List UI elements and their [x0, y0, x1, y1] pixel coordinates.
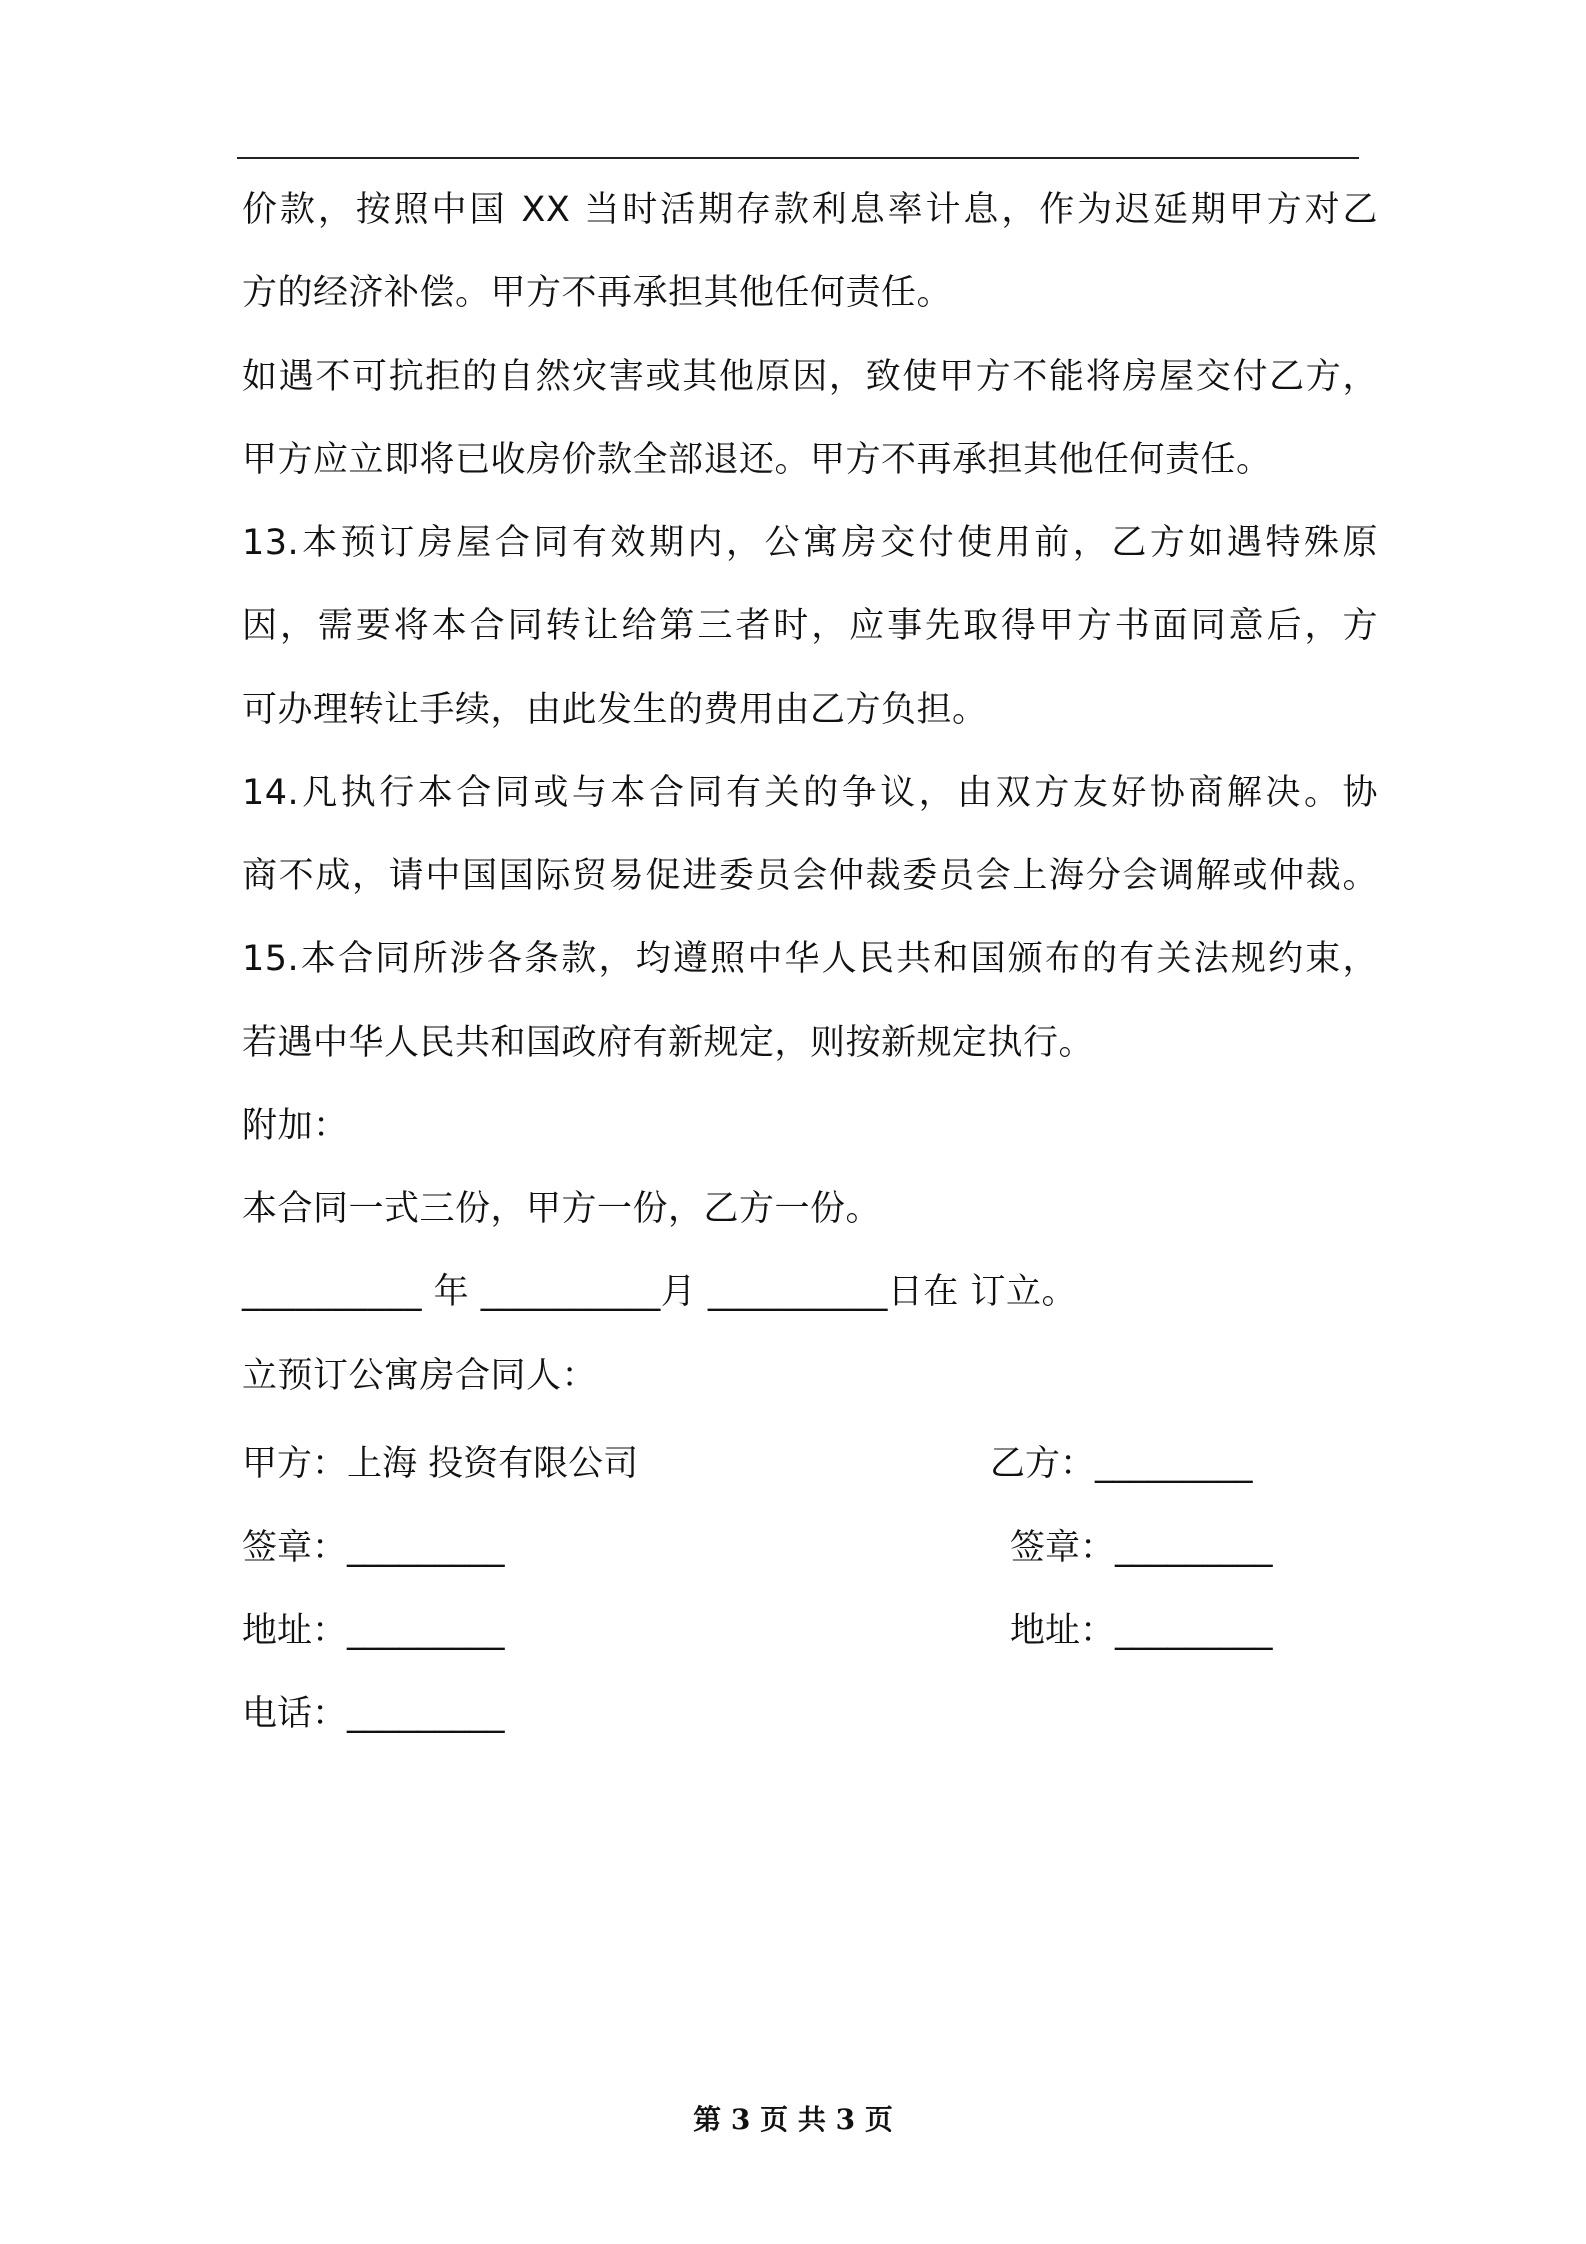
clause-13-line-1: 13.本预订房屋合同有效期内，公寓房交付使用前，乙方如遇特殊原 [242, 523, 1378, 563]
party-b-seal: 签章：_________ [1010, 1528, 1273, 1568]
page-footer: 第 3 页 共 3 页 [693, 2103, 893, 2136]
party-b-name: 乙方：_________ [990, 1444, 1253, 1484]
header-rule [237, 157, 1359, 159]
party-a-phone: 电话：_________ [242, 1694, 505, 1734]
date-line: __________ 年 __________月 __________日在 订立。 [242, 1272, 1078, 1312]
clause-15-line-1: 15.本合同所涉各条款，均遵照中华人民共和国颁布的有关法规约束， [242, 939, 1378, 979]
appendix-heading: 附加： [242, 1106, 349, 1146]
body-line-4: 甲方应立即将已收房价款全部退还。甲方不再承担其他任何责任。 [242, 440, 1272, 480]
signatories-heading: 立预订公寓房合同人： [242, 1356, 598, 1396]
party-b-address: 地址：_________ [1010, 1611, 1273, 1651]
party-a-address: 地址：_________ [242, 1611, 505, 1651]
body-line-3: 如遇不可抗拒的自然灾害或其他原因，致使甲方不能将房屋交付乙方， [242, 357, 1378, 397]
clause-13-line-3: 可办理转让手续，由此发生的费用由乙方负担。 [242, 690, 988, 730]
clause-15-line-2: 若遇中华人民共和国政府有新规定，则按新规定执行。 [242, 1023, 1095, 1063]
copies-line: 本合同一式三份，甲方一份，乙方一份。 [242, 1189, 882, 1229]
clause-14-line-1: 14.凡执行本合同或与本合同有关的争议，由双方友好协商解决。协 [242, 773, 1378, 813]
body-line-2: 方的经济补偿。甲方不再承担其他任何责任。 [242, 273, 953, 313]
body-line-1: 价款，按照中国 XX 当时活期存款利息率计息，作为迟延期甲方对乙 [242, 190, 1378, 230]
clause-13-line-2: 因，需要将本合同转让给第三者时，应事先取得甲方书面同意后，方 [242, 606, 1378, 646]
clause-14-line-2: 商不成，请中国国际贸易促进委员会仲裁委员会上海分会调解或仲裁。 [242, 856, 1378, 896]
party-a-seal: 签章：_________ [242, 1528, 505, 1568]
party-a-name: 甲方：上海 投资有限公司 [242, 1444, 639, 1484]
